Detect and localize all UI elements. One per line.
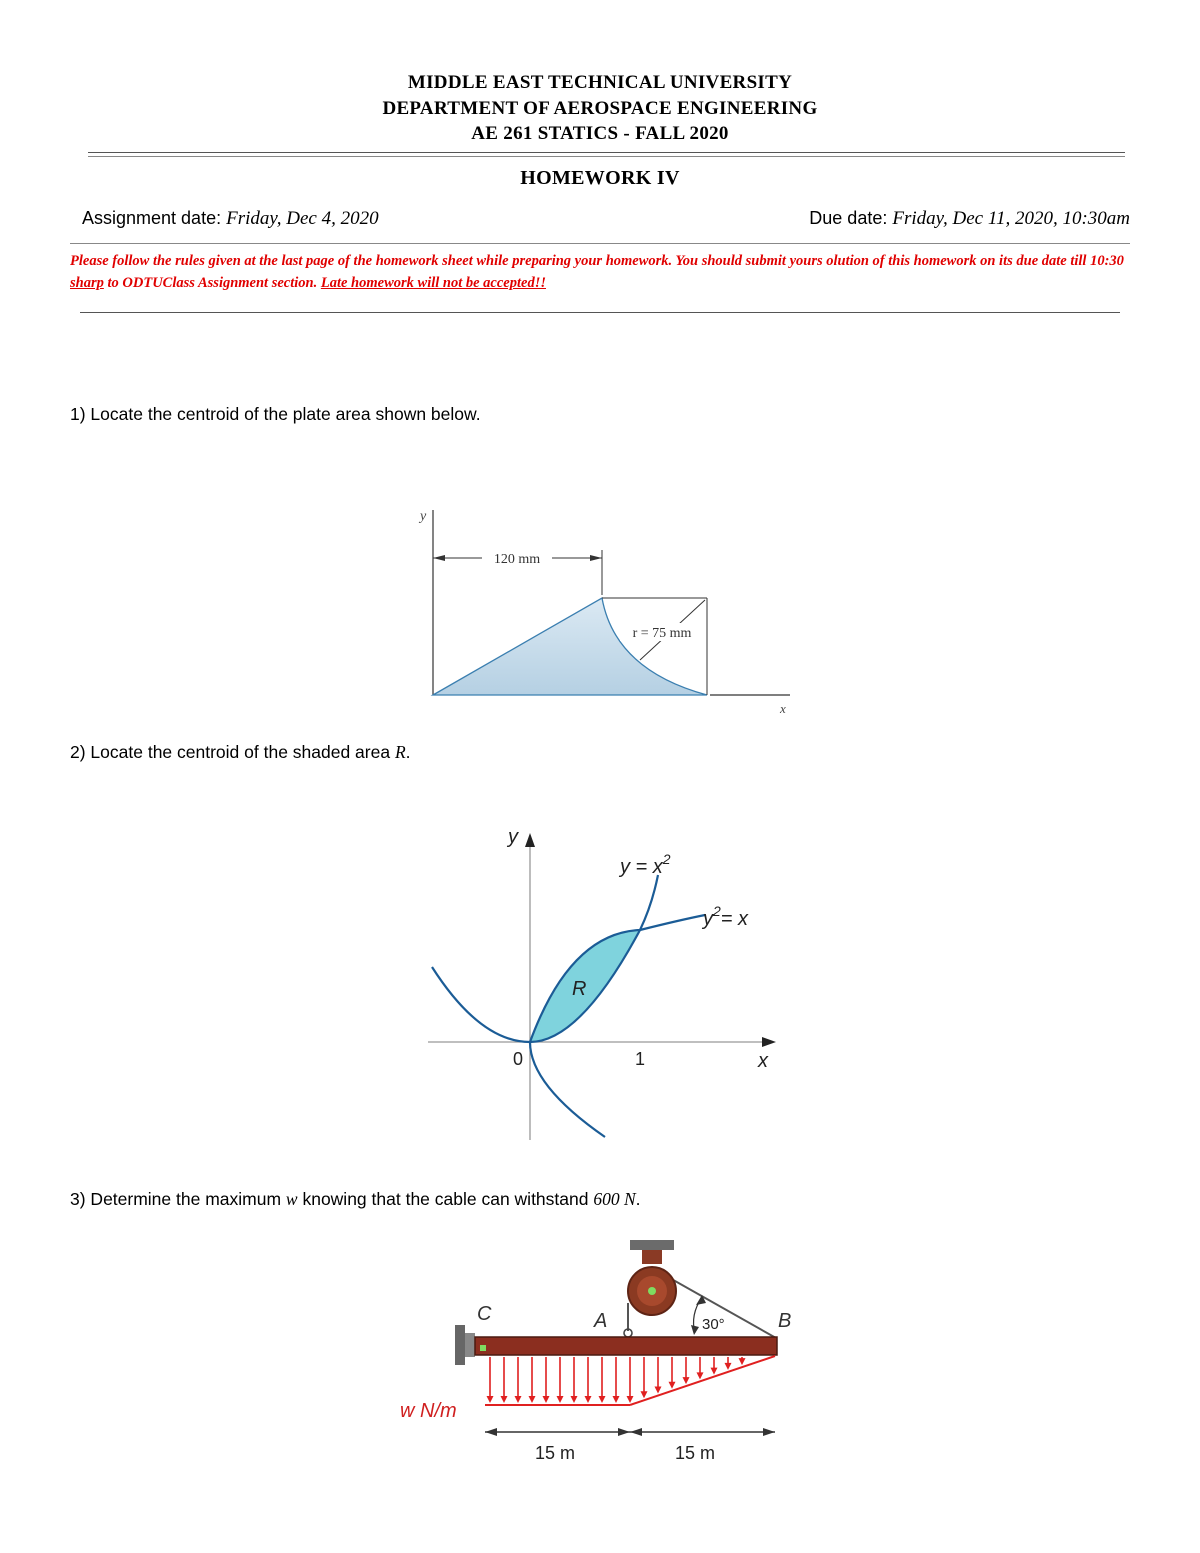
assignment-date [82, 208, 379, 230]
load-arrow-head [599, 1396, 606, 1403]
fig2-y-arrow [525, 833, 535, 847]
fig2-curve2-exp: 2 [713, 903, 721, 919]
load-arrow-head [529, 1396, 536, 1403]
fig1-radius-label: r = 75 mm [632, 626, 692, 641]
question-1-text: Locate the centroid of the plate area shown below. [85, 404, 481, 424]
load-arrow-head [669, 1382, 676, 1389]
fig3-ceiling [630, 1240, 674, 1250]
question-3-var2: 600 N [593, 1189, 636, 1209]
load-arrow-head [697, 1372, 704, 1379]
load-arrow-head [711, 1368, 718, 1375]
fig3-beam-pin [480, 1345, 486, 1351]
fig3-wall-block [465, 1333, 475, 1357]
question-3-end: . [635, 1189, 641, 1209]
course-name: AE 261 STATICS - FALL 2020 [471, 123, 729, 144]
header-rule-thin [88, 156, 1125, 157]
fig2-origin-label: 0 [513, 1049, 524, 1069]
fig2-curve2-rest: = x [720, 908, 749, 930]
question-3-text: Determine the maximum [85, 1189, 286, 1209]
fig2-tick-1-label: 1 [635, 1049, 646, 1069]
fig3-dim-arrow-right [763, 1428, 775, 1436]
fig3-dim-arrow-left [485, 1428, 497, 1436]
load-arrow-head [641, 1391, 648, 1398]
fig1-x-label: x [780, 701, 786, 716]
fig3-load-linear-line [630, 1356, 775, 1405]
question-3-mid: knowing that the cable can withstand [297, 1189, 594, 1209]
question-2-var: R [394, 742, 406, 762]
question-2-text: Locate the centroid of the shaded area [85, 742, 395, 762]
load-arrow-head [739, 1358, 746, 1365]
fig2-x-arrow [762, 1037, 776, 1047]
fig3-load-label: w N/m [400, 1400, 457, 1422]
assignment-date-value: Friday, Dec 4, 2020 [226, 208, 379, 229]
figure-2-region [420, 815, 800, 1145]
load-arrow-head [627, 1396, 634, 1403]
question-2-end: . [405, 742, 411, 762]
figure-3-beam [390, 1235, 810, 1470]
fig3-dim-arrow-mid-l [618, 1428, 630, 1436]
assignment-date-label: Assignment date: [82, 208, 222, 228]
due-date [809, 208, 1130, 230]
fig1-width-label: 120 mm [493, 552, 541, 567]
question-1 [70, 404, 481, 425]
fig3-span2-label: 15 m [674, 1443, 716, 1463]
load-arrow-head [501, 1396, 508, 1403]
fig1-y-label: y [420, 509, 427, 524]
fig3-load [485, 1356, 775, 1405]
fig3-angle-arrow-bottom [691, 1325, 699, 1335]
question-3-number: 3) [70, 1189, 86, 1209]
load-arrow-head [585, 1396, 592, 1403]
question-3 [70, 1189, 641, 1210]
fig1-width-arrow-right [590, 555, 602, 561]
fig3-angle-label: 30° [702, 1316, 725, 1333]
fig2-curve1-text: y = x [620, 856, 663, 878]
fig2-curve1-label [618, 851, 671, 878]
fig2-x-label: x [758, 1050, 768, 1072]
department-name: DEPARTMENT OF AEROSPACE ENGINEERING [382, 98, 818, 119]
fig3-label-a: A [594, 1310, 608, 1332]
fig3-pulley-bracket [642, 1250, 662, 1264]
due-date-label: Due date: [809, 208, 888, 228]
load-arrow-head [571, 1396, 578, 1403]
header-rule [88, 152, 1125, 153]
load-arrow-head [613, 1396, 620, 1403]
notice-text-2: to ODTUClass Assignment section. [103, 275, 321, 291]
question-3-var: w [285, 1189, 298, 1209]
load-arrow-head [543, 1396, 550, 1403]
fig1-plate-area [433, 598, 707, 695]
load-arrow-head [725, 1363, 732, 1370]
fig1-width-arrow-left [433, 555, 445, 561]
load-arrow-head [487, 1396, 494, 1403]
fig2-curve2-text: y [703, 908, 713, 930]
due-date-value: Friday, Dec 11, 2020, 10:30am [892, 208, 1130, 229]
fig2-y-label: y [508, 826, 518, 848]
fig3-pulley-pin [648, 1287, 656, 1295]
university-name: MIDDLE EAST TECHNICAL UNIVERSITY [407, 72, 793, 93]
figure-1-plate [400, 495, 820, 725]
question-1-number: 1) [70, 404, 86, 424]
notice-text-1: Please follow the rules given at the last page of the homework sheet while preparing your homework. You should submit yours olution of this homework on its due date till 10:30 [70, 253, 1124, 269]
fig3-beam [475, 1337, 777, 1355]
notice-late: Late homework will not be accepted!! [320, 275, 546, 291]
fig3-label-c: C [477, 1303, 492, 1325]
load-arrow-head [515, 1396, 522, 1403]
fig2-curve2-label [701, 903, 749, 930]
homework-title: HOMEWORK IV [520, 167, 680, 189]
fig3-label-b: B [778, 1310, 792, 1332]
fig2-curve1-exp: 2 [662, 851, 671, 867]
fig2-region-label: R [572, 978, 587, 1000]
question-2-number: 2) [70, 742, 86, 762]
notice-rule [80, 312, 1120, 313]
notice-sharp: sharp [70, 275, 104, 291]
load-arrow-head [683, 1377, 690, 1384]
submission-notice [70, 250, 1130, 294]
fig3-wall [455, 1325, 465, 1365]
dates-rule [70, 243, 1130, 244]
load-arrow-head [557, 1396, 564, 1403]
fig3-span1-label: 15 m [534, 1443, 576, 1463]
question-2 [70, 742, 411, 763]
fig3-dim-arrow-mid-r [630, 1428, 642, 1436]
load-arrow-head [655, 1387, 662, 1394]
